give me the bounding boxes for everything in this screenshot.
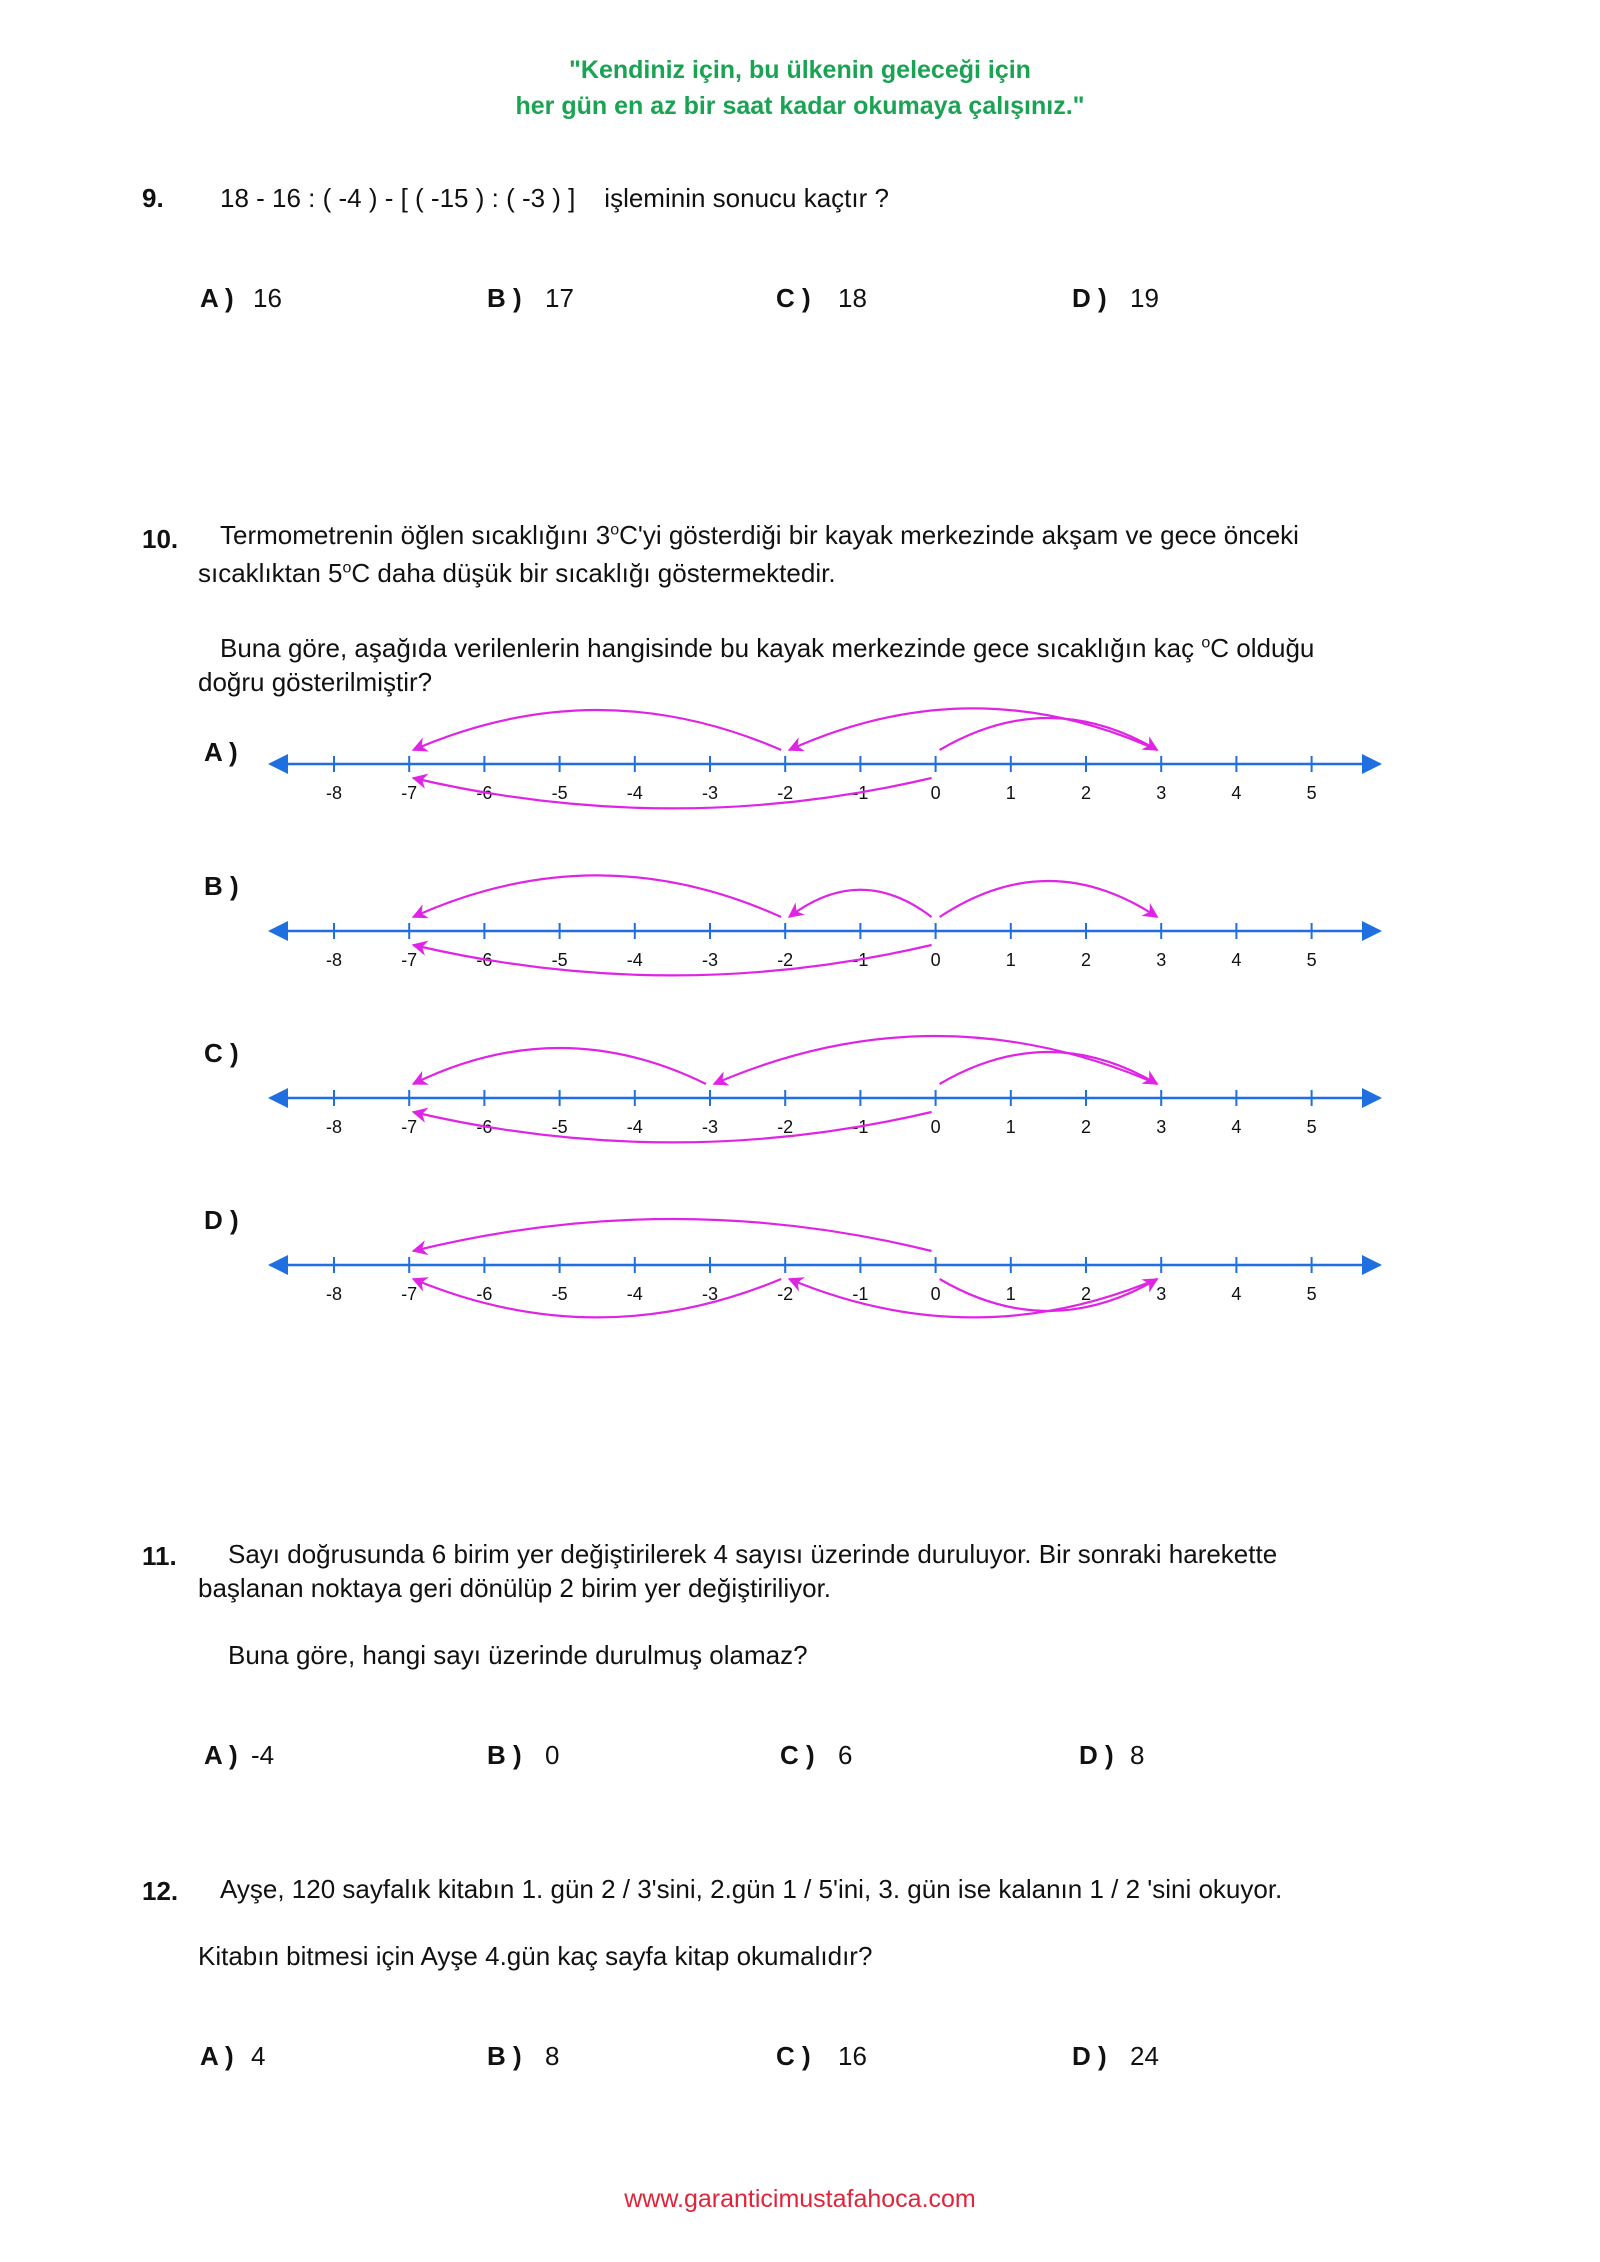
numberline-a-tick-label: 4 xyxy=(1231,783,1242,803)
option-d-letter: D ) xyxy=(1079,1740,1114,1770)
numberline-d-jump-arrow xyxy=(789,1279,1157,1317)
numberline-c-tick-label: 4 xyxy=(1231,1117,1242,1137)
numberline-a-tick-label: -3 xyxy=(701,783,719,803)
numberline-b-jump-arrow xyxy=(789,890,931,917)
question-12-number: 12. xyxy=(142,1876,179,1906)
numberline-d-tick-label: -2 xyxy=(777,1284,794,1304)
numberline-c-tick-label: 2 xyxy=(1080,1117,1092,1137)
option-a-value: 16 xyxy=(253,283,282,313)
question-9-text: 18 - 16 : ( -4 ) - [ ( -15 ) : ( -3 ) ] işleminin sonucu kaçtır ? xyxy=(220,183,889,213)
numberline-d-jump-arrow xyxy=(940,1279,1158,1311)
question-11-number: 11. xyxy=(142,1541,177,1571)
numberline-d-tick-label: -7 xyxy=(401,1284,418,1304)
q10-line-3a: Buna göre, aşağıda verilenlerin hangisinde bu kayak merkezinde gece sıcaklığın kaç xyxy=(220,633,1202,663)
option-b-value: 8 xyxy=(545,2041,560,2071)
numberline-b-label: B ) xyxy=(204,871,239,901)
numberline-d-tick-label: 0 xyxy=(930,1284,941,1304)
numberline-d-tick-label: 3 xyxy=(1156,1284,1167,1304)
question-11-line-2: başlanan noktaya geri dönülüp 2 birim yer değiştiriliyor. xyxy=(198,1573,832,1603)
numberline-c-tick-label: -8 xyxy=(325,1117,343,1137)
numberline-b-tick-label: -8 xyxy=(325,950,343,970)
option-c-value: 6 xyxy=(838,1740,853,1770)
header-quote-line-2: her gün en az bir saat kadar okumaya çalışınız." xyxy=(515,92,1085,120)
q10-line-2b: C daha düşük bir sıcaklığı göstermektedir. xyxy=(351,558,836,588)
numberline-b-tick-label: -2 xyxy=(777,950,794,970)
q10-line-1b: C'yi gösterdiği bir kayak merkezinde akşam ve gece önceki xyxy=(619,520,1299,550)
numberline-b-tick-label: -6 xyxy=(476,950,493,970)
q10-degree-3: o xyxy=(1201,634,1211,652)
option-b-value: 0 xyxy=(545,1740,560,1770)
numberline-b-tick-label: 1 xyxy=(1005,950,1016,970)
q10-degree-2: o xyxy=(342,559,352,577)
question-11-line-3: Buna göre, hangi sayı üzerinde durulmuş olamaz? xyxy=(228,1640,808,1670)
numberline-a-tick-label: 2 xyxy=(1080,783,1092,803)
numberline-a-label: A ) xyxy=(204,737,238,767)
option-b-letter: B ) xyxy=(487,2041,522,2071)
numberline-a-tick-label: -1 xyxy=(852,783,869,803)
numberline-d-jump-arrow xyxy=(413,1279,781,1317)
numberline-a-tick-label: -7 xyxy=(401,783,418,803)
numberline-d-tick-label: -4 xyxy=(626,1284,643,1304)
option-a-letter: A ) xyxy=(200,2041,234,2071)
q10-line-3b: C olduğu xyxy=(1210,633,1315,663)
option-b-value: 17 xyxy=(545,283,574,313)
numberline-a-tick-label: 5 xyxy=(1306,783,1317,803)
numberline-a-jump-arrow xyxy=(413,710,781,750)
numberline-c-tick-label: -3 xyxy=(701,1117,719,1137)
numberline-d-tick-label: -1 xyxy=(852,1284,869,1304)
option-c-value: 16 xyxy=(838,2041,867,2071)
numberline-a-tick-label: 3 xyxy=(1156,783,1167,803)
option-c-value: 18 xyxy=(838,283,867,313)
numberline-a-tick-label: -8 xyxy=(325,783,343,803)
numberline-d-label: D ) xyxy=(204,1205,239,1235)
question-10-line-4: doğru gösterilmiştir? xyxy=(198,667,433,697)
numberline-a-jump-arrow xyxy=(789,708,1157,750)
q10-line-2a: sıcaklıktan 5 xyxy=(198,558,343,588)
numberline-d-tick-label: -6 xyxy=(476,1284,493,1304)
numberline-c-tick-label: -7 xyxy=(401,1117,418,1137)
question-11-line-1: Sayı doğrusunda 6 birim yer değiştirilerek 4 sayısı üzerinde duruluyor. Bir sonraki harekette xyxy=(228,1539,1278,1569)
numberline-b-jump-arrow xyxy=(940,881,1158,917)
numberline-d-tick-label: 2 xyxy=(1080,1284,1092,1304)
numberline-c-tick-label: -1 xyxy=(852,1117,869,1137)
numberline-d-tick-label: 4 xyxy=(1231,1284,1242,1304)
option-c-letter: C ) xyxy=(776,2041,811,2071)
numberline-c-jump-arrow xyxy=(940,1052,1158,1084)
option-b-letter: B ) xyxy=(487,1740,522,1770)
numberline-d-tick-label: -3 xyxy=(701,1284,719,1304)
numberline-a-tick-label: -4 xyxy=(626,783,643,803)
numberline-b-tick-label: -7 xyxy=(401,950,418,970)
numberline-d-tick-label: 5 xyxy=(1306,1284,1317,1304)
option-a-letter: A ) xyxy=(200,283,234,313)
numberline-c-tick-label: 1 xyxy=(1005,1117,1016,1137)
q10-line-1a: Termometrenin öğlen sıcaklığını 3 xyxy=(220,520,611,550)
option-d-value: 24 xyxy=(1130,2041,1159,2071)
option-d-value: 8 xyxy=(1130,1740,1145,1770)
numberline-c-tick-label: -4 xyxy=(626,1117,643,1137)
numberline-c-label: C ) xyxy=(204,1038,239,1068)
numberline-c-tick-label: -2 xyxy=(777,1117,794,1137)
numberline-b-tick-label: -3 xyxy=(701,950,719,970)
numberline-d-jump-arrow xyxy=(413,1219,931,1251)
numberline-b-tick-label: 2 xyxy=(1080,950,1092,970)
numberline-c-tick-label: 0 xyxy=(930,1117,941,1137)
numberline-b-tick-label: 4 xyxy=(1231,950,1242,970)
numberline-b-tick-label: -1 xyxy=(852,950,869,970)
option-d-value: 19 xyxy=(1130,283,1159,313)
question-9-number: 9. xyxy=(142,183,164,213)
option-b-letter: B ) xyxy=(487,283,522,313)
numberline-a-tick-label: 1 xyxy=(1005,783,1016,803)
q10-degree-1: o xyxy=(610,521,620,539)
option-c-letter: C ) xyxy=(776,283,811,313)
header-quote-line-1: "Kendiniz için, bu ülkenin geleceği için xyxy=(569,56,1031,84)
numberline-c-tick-label: -6 xyxy=(476,1117,493,1137)
question-12-line-2: Kitabın bitmesi için Ayşe 4.gün kaç sayfa kitap okumalıdır? xyxy=(198,1941,873,1971)
question-12-line-1: Ayşe, 120 sayfalık kitabın 1. gün 2 / 3'sini, 2.gün 1 / 5'ini, 3. gün ise kalanın 1 / 2 'sini okuyor. xyxy=(220,1874,1283,1904)
numberline-b-tick-label: 0 xyxy=(930,950,941,970)
option-d-letter: D ) xyxy=(1072,2041,1107,2071)
numberline-d-tick-label: -5 xyxy=(551,1284,568,1304)
numberline-c-jump-arrow xyxy=(413,1048,706,1084)
numberline-a-jump-arrow xyxy=(940,718,1158,750)
question-10-number: 10. xyxy=(142,524,179,554)
numberline-a-tick-label: -2 xyxy=(777,783,794,803)
option-a-value: 4 xyxy=(251,2041,266,2071)
option-a-letter: A ) xyxy=(204,1740,238,1770)
numberline-c-tick-label: 3 xyxy=(1156,1117,1167,1137)
numberline-c-tick-label: -5 xyxy=(551,1117,568,1137)
numberline-b-tick-label: 3 xyxy=(1156,950,1167,970)
numberline-c-jump-arrow xyxy=(714,1036,1157,1084)
numberline-a-tick-label: 0 xyxy=(930,783,941,803)
numberline-a-tick-label: -6 xyxy=(476,783,493,803)
numberline-b-tick-label: 5 xyxy=(1306,950,1317,970)
numberline-c-tick-label: 5 xyxy=(1306,1117,1317,1137)
numberline-b-jump-arrow xyxy=(413,875,781,917)
numberline-a-tick-label: -5 xyxy=(551,783,568,803)
option-a-value: -4 xyxy=(251,1740,275,1770)
option-c-letter: C ) xyxy=(780,1740,815,1770)
option-d-letter: D ) xyxy=(1072,283,1107,313)
numberline-d-tick-label: 1 xyxy=(1005,1284,1016,1304)
footer-website-link[interactable]: www.garanticimustafahoca.com xyxy=(624,2185,976,2213)
numberline-b-tick-label: -5 xyxy=(551,950,568,970)
numberline-d-tick-label: -8 xyxy=(325,1284,343,1304)
numberline-b-tick-label: -4 xyxy=(626,950,643,970)
